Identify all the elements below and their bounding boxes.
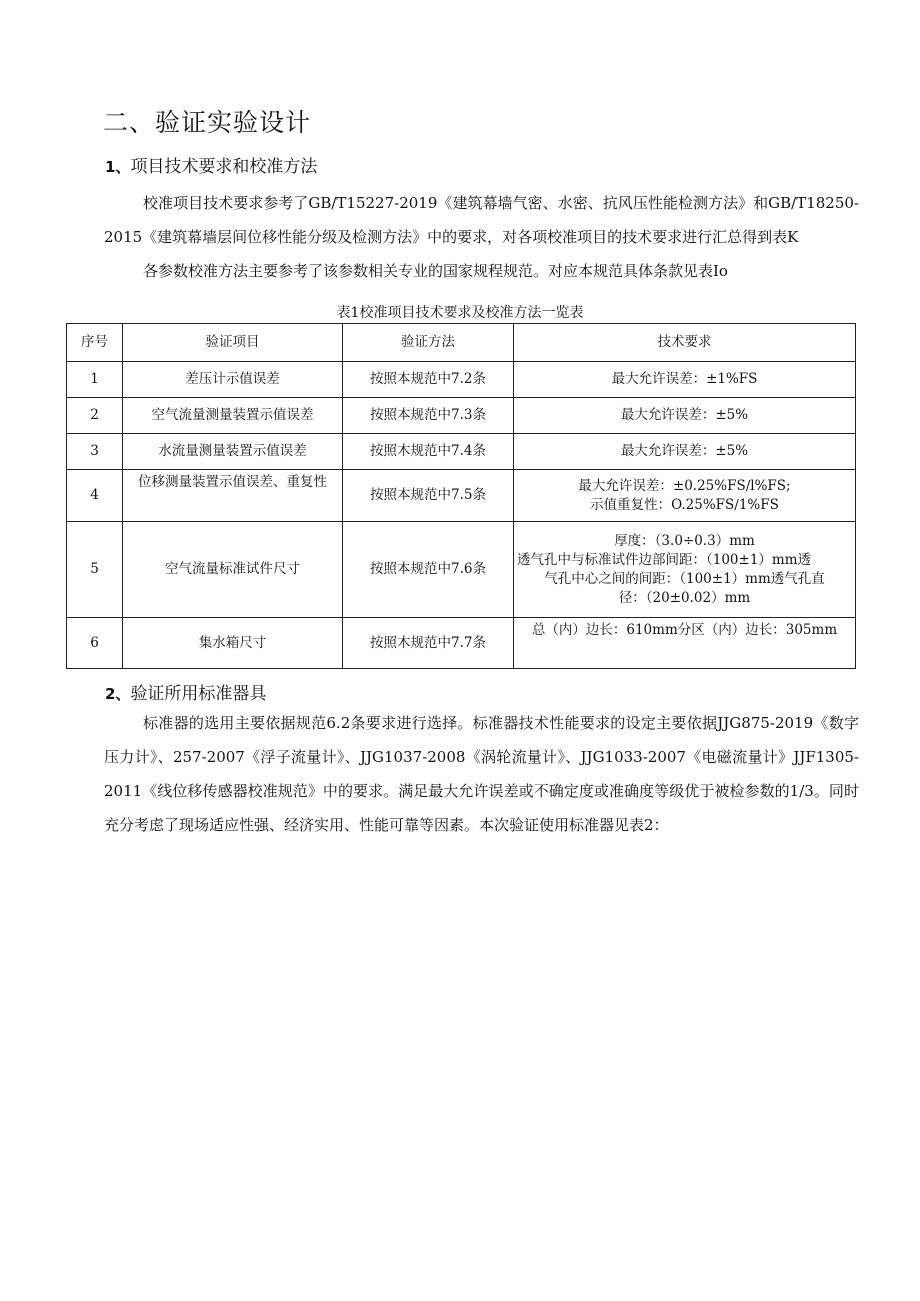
cell-method: 按照木规范中7.7条 xyxy=(343,618,514,669)
table-row xyxy=(67,522,856,618)
subsection-1-title: 项目技术要求和校准方法 xyxy=(130,157,318,177)
cell-no: 1 xyxy=(67,362,123,398)
cell-requirement: 最大允许误差：±1%FS xyxy=(514,362,856,398)
cell-no: 5 xyxy=(67,522,123,618)
cell-item: 空气流量测量装置示值误差 xyxy=(123,398,343,434)
subsection-2-title: 验证所用标准器具 xyxy=(130,684,267,704)
paragraph-calibration-methods: 各参数校准方法主要参考了该参数相关专业的国家规程规范。对应本规范具体条款见表Io xyxy=(143,262,728,280)
table-row xyxy=(67,434,856,470)
requirement-line: 最大允许误差：±0.25%FS∕l%FS; xyxy=(578,477,791,494)
table-row xyxy=(67,470,856,522)
cell-requirement: 总（内）边长：610mm分区（内）边长：305mm xyxy=(514,618,856,669)
cell-requirement xyxy=(514,470,856,522)
table-caption: 表1校准项目技术要求及校准方法一览表 xyxy=(336,305,584,321)
cell-no: 6 xyxy=(67,618,123,669)
table-row xyxy=(67,362,856,398)
table-row xyxy=(67,398,856,434)
cell-requirement: 最大允许误差：±5% xyxy=(514,434,856,470)
subsection-1-number: 1、 xyxy=(105,158,131,176)
header-no: 序号 xyxy=(67,324,123,362)
table-header-row xyxy=(67,324,856,362)
paragraph-standard-instruments: 标准器的选用主要依据规范6.2条要求进行选择。标准器技术性能要求的设定主要依据JJG875-2019《数字压力计》、257-2007《浮子流量计》、JJG1037-2008《涡轮流量计》、JJG1033-2007《电磁流量计》JJF1305-2011《线位移传感器校准规范》中的要求。满足最大允许误差或不确定度或准确度等级优于被检参数的1/3。同时充分考虑了现场适应性强、经济实用、性能可靠等因素。本次验证使用标准器见表2： xyxy=(104,714,859,834)
section-title: 二、验证实验设计 xyxy=(103,108,312,137)
table-row xyxy=(67,618,856,669)
cell-item: 集水箱尺寸 xyxy=(123,618,343,669)
cell-method: 按照本规范中7.6条 xyxy=(343,522,514,618)
requirement-line: 透气孔中与标准试件边部间距：（100±1）mm透 xyxy=(517,551,812,568)
requirement-line: 气孔中心之间的间距：（100±1）mm透气孔直 xyxy=(544,570,825,587)
cell-item: 位移测量装置示值误差、重复性 xyxy=(123,470,343,522)
header-method: 验证方法 xyxy=(343,324,514,362)
cell-method: 按照木规范中7.4条 xyxy=(343,434,514,470)
requirement-line: 径：（20±0.02）mm xyxy=(618,589,751,606)
cell-method: 按照本规范中7.5条 xyxy=(343,470,514,522)
cell-no: 2 xyxy=(67,398,123,434)
header-item: 验证项目 xyxy=(123,324,343,362)
calibration-table xyxy=(66,323,856,669)
cell-method: 按照本规范中7.2条 xyxy=(343,362,514,398)
cell-requirement xyxy=(514,522,856,618)
cell-requirement: 最大允许误差：±5% xyxy=(514,398,856,434)
header-requirement: 技术要求 xyxy=(514,324,856,362)
cell-method: 按照本规范中7.3条 xyxy=(343,398,514,434)
cell-item: 差压计示值误差 xyxy=(123,362,343,398)
cell-item: 空气流量标准试件尺寸 xyxy=(123,522,343,618)
cell-item: 水流量测量装置示值误差 xyxy=(123,434,343,470)
cell-no: 3 xyxy=(67,434,123,470)
requirement-line: 厚度：（3.0÷0.3）mm xyxy=(614,532,755,549)
subsection-1-heading xyxy=(105,152,317,177)
subsection-2-heading xyxy=(105,679,266,704)
paragraph-technical-requirements: 校准项目技术要求参考了GB/T15227-2019《建筑幕墙气密、水密、抗风压性能检测方法》和GB/T18250-2015《建筑幕墙层间位移性能分级及检测方法》中的要求，对各项校准项目的技术要求进行汇总得到表K xyxy=(104,194,859,246)
requirement-line: 示值重复性：O.25%FS∕1%FS xyxy=(590,496,779,513)
subsection-2-number: 2、 xyxy=(105,685,131,703)
cell-no: 4 xyxy=(67,470,123,522)
